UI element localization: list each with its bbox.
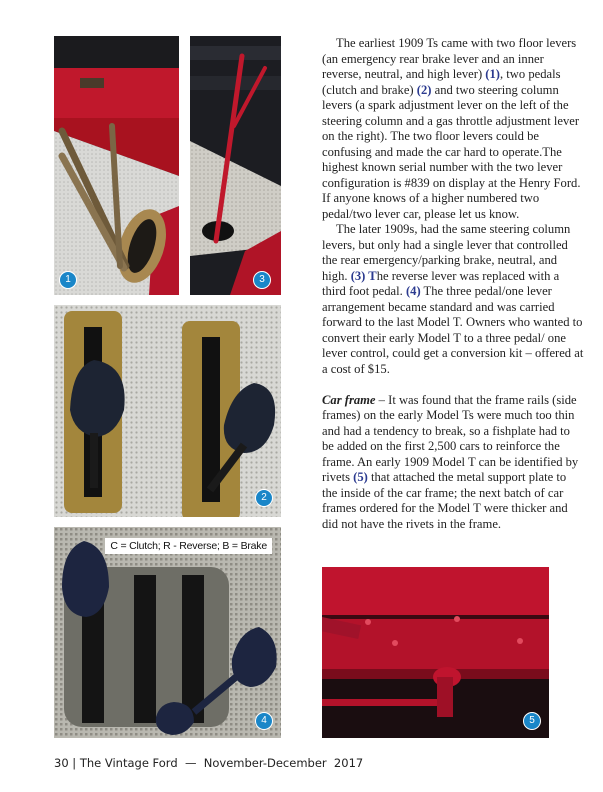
car-frame-heading: Car frame [322, 392, 376, 407]
paragraph-gap [322, 377, 584, 393]
p1-text-a: The earliest 1909 Ts came with two floor levers (an emergency rear brake lever and an inner reverse, neutral, and high lever) [322, 36, 577, 81]
photo-two-pedals [54, 305, 281, 517]
ref-photo-4: (4) [405, 284, 421, 298]
p1-text-c: and two steering column levers (a spark adjustment lever on the left of the steering column and a gas throttle adjustment lever on the right). The two floor levers could be confusing and made the car hard to operate.The highest known serial number with the two lever configuration is #839 on display at the Henry Ford. If anyone knows of a higher numbered two pedal/two lever car, please let us know. [322, 82, 581, 221]
article-body [322, 36, 584, 532]
photo-two-floor-levers [54, 36, 179, 295]
paragraph-lever-history [322, 36, 584, 222]
paragraph-later-1909s [322, 222, 584, 377]
ref-photo-1: (1) [485, 67, 500, 81]
footer-dash: — [184, 756, 197, 770]
p2-text-a: The later 1909s, had the same steering column levers, but only had a single lever that controlled the rear emergency/parking brake, neutral, and high. [322, 222, 571, 283]
page-number: 30 [54, 756, 69, 770]
photo-2-image [54, 305, 281, 517]
photo-badge-2: 2 [255, 489, 273, 507]
photo-badge-1: 1 [59, 271, 77, 289]
ref-photo-3: (3) T [350, 268, 377, 283]
p3-text-a: – It was found that the frame rails (side frames) on the early Model Ts were much too thin and had a tendency to break, so a fishplate had to be added on the first 2,500 cars to reinforce the frame. An early 1909 Model T can be identified by rivets [322, 392, 579, 484]
p2-text-b: he reverse lever was replaced with a third foot pedal. [322, 268, 560, 298]
issue-date: November-December 2017 [203, 756, 364, 770]
p2-text-c: The three pedal/one lever arrangement became standard and was carried forward to the last Model T. Owners who wanted to convert their early Model T to a three pedal/ one lever control, could get a conversion kit – offered at a cost of $15. [322, 284, 584, 376]
ref-photo-5: (5) [353, 470, 368, 484]
p3-text-b: that attached the metal support plate to the inside of the car frame; the next batch of car frames ordered for the Model T were thicker and did not have the rivets in the frame. [322, 470, 568, 531]
photo-badge-4: 4 [255, 712, 273, 730]
photo-1-image [54, 36, 179, 295]
publication-name: The Vintage Ford [79, 756, 178, 770]
photo-three-pedals [54, 527, 281, 738]
ref-photo-2: (2) [416, 82, 432, 97]
footer-separator: | [72, 756, 77, 770]
page-footer [54, 756, 363, 770]
photo-frame-rivets [322, 567, 549, 738]
p1-text-b: , two pedals (clutch and brake) [322, 67, 561, 97]
pedal-legend-caption: C = Clutch; R - Reverse; B = Brake [105, 538, 272, 554]
photo-badge-5: 5 [523, 712, 541, 730]
photo-3-image [190, 36, 281, 295]
photo-badge-3: 3 [253, 271, 271, 289]
photo-5-image [322, 567, 549, 738]
photo-4-image [54, 527, 281, 738]
paragraph-car-frame [322, 393, 584, 533]
photo-single-lever [190, 36, 281, 295]
